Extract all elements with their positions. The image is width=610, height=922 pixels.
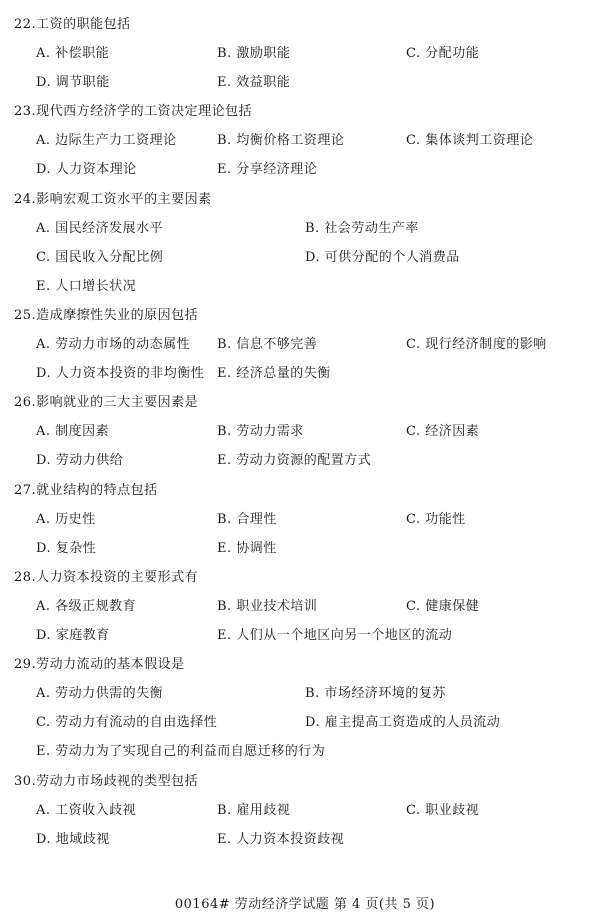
option-b: B. 激励职能 (217, 46, 291, 61)
option-c: C. 劳动力有流动的自由选择性 (36, 715, 218, 730)
option-b: B. 雇用歧视 (217, 803, 291, 818)
option-d: D. 可供分配的个人消费品 (305, 250, 460, 265)
option-c: C. 现行经济制度的影响 (406, 337, 547, 352)
option-a: A. 制度因素 (36, 424, 110, 439)
option-e: E. 分享经济理论 (217, 162, 318, 177)
question-title: 29.劳动力流动的基本假设是 (14, 657, 185, 672)
question-title: 28.人力资本投资的主要形式有 (14, 570, 199, 585)
question-title: 26.影响就业的三大主要因素是 (14, 395, 199, 410)
option-c: C. 健康保健 (406, 599, 480, 614)
option-b: B. 信息不够完善 (217, 337, 318, 352)
option-c: C. 职业歧视 (406, 803, 480, 818)
option-d: D. 复杂性 (36, 541, 97, 556)
option-e: E. 劳动力资源的配置方式 (217, 453, 372, 468)
option-e: E. 劳动力为了实现自己的利益而自愿迁移的行为 (36, 744, 326, 759)
option-e: E. 效益职能 (217, 75, 291, 90)
option-b: B. 劳动力需求 (217, 424, 304, 439)
option-d: D. 雇主提高工资造成的人员流动 (305, 715, 501, 730)
option-c: C. 经济因素 (406, 424, 480, 439)
option-a: A. 劳动力供需的失衡 (36, 686, 164, 701)
question-title: 23.现代西方经济学的工资决定理论包括 (14, 104, 253, 119)
option-e: E. 经济总量的失衡 (217, 366, 331, 381)
question-title: 24.影响宏观工资水平的主要因素 (14, 192, 212, 207)
page-footer: 00164# 劳动经济学试题 第 4 页(共 5 页) (174, 897, 436, 912)
option-d: D. 地域歧视 (36, 832, 110, 847)
option-d: D. 劳动力供给 (36, 453, 124, 468)
option-a: A. 历史性 (36, 512, 96, 527)
option-b: B. 均衡价格工资理论 (217, 133, 345, 148)
option-c: C. 功能性 (406, 512, 466, 527)
option-c: C. 分配功能 (406, 46, 480, 61)
option-a: A. 补偿职能 (36, 46, 110, 61)
question-title: 22.工资的职能包括 (14, 17, 131, 32)
option-e: E. 人们从一个地区向另一个地区的流动 (217, 628, 453, 643)
option-e: E. 协调性 (217, 541, 277, 556)
question-title: 27.就业结构的特点包括 (14, 483, 158, 498)
option-c: C. 国民收入分配比例 (36, 250, 164, 265)
option-e: E. 人力资本投资歧视 (217, 832, 345, 847)
option-c: C. 集体谈判工资理论 (406, 133, 534, 148)
option-d: D. 人力资本投资的非均衡性 (36, 366, 205, 381)
option-a: A. 劳动力市场的动态属性 (36, 337, 191, 352)
option-b: B. 市场经济环境的复苏 (305, 686, 446, 701)
option-d: D. 家庭教育 (36, 628, 110, 643)
question-title: 30.劳动力市场歧视的类型包括 (14, 774, 199, 789)
option-a: A. 工资收入歧视 (36, 803, 137, 818)
option-a: A. 国民经济发展水平 (36, 221, 164, 236)
question-title: 25.造成摩擦性失业的原因包括 (14, 308, 199, 323)
option-e: E. 人口增长状况 (36, 279, 137, 294)
option-d: D. 人力资本理论 (36, 162, 137, 177)
option-a: A. 各级正规教育 (36, 599, 137, 614)
option-a: A. 边际生产力工资理论 (36, 133, 177, 148)
option-d: D. 调节职能 (36, 75, 110, 90)
option-b: B. 职业技术培训 (217, 599, 318, 614)
option-b: B. 社会劳动生产率 (305, 221, 419, 236)
option-b: B. 合理性 (217, 512, 277, 527)
